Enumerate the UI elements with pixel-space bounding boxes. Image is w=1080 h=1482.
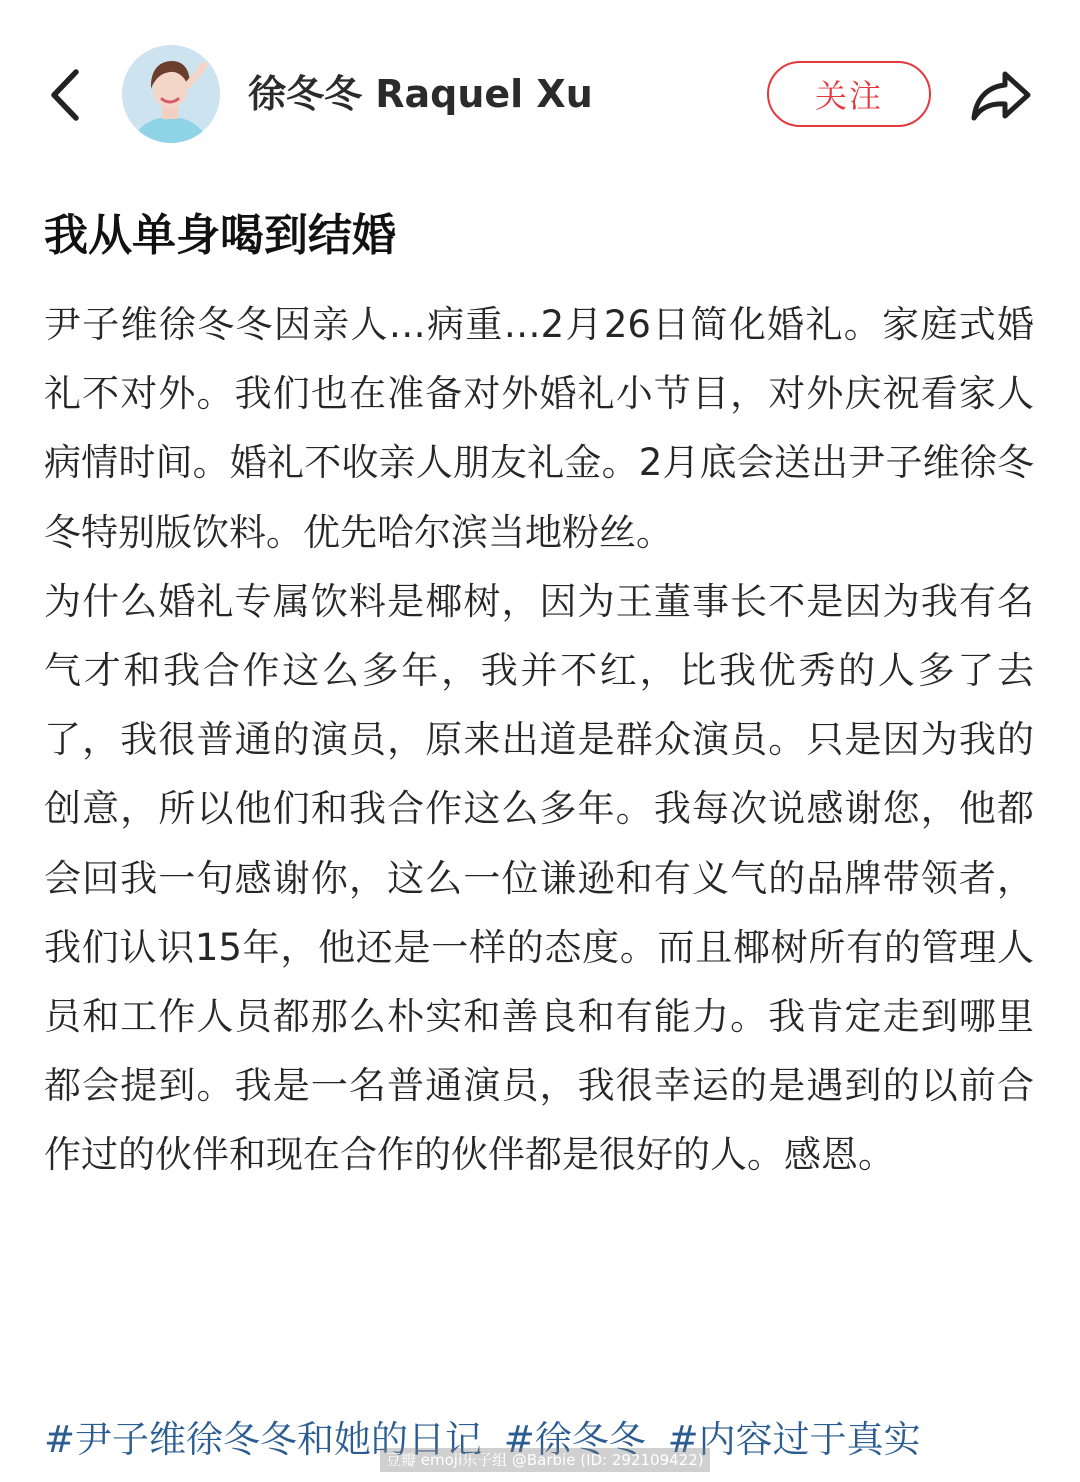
hashtag-link[interactable]: #尹子维徐冬冬和她的日记 bbox=[44, 1418, 483, 1461]
post-body bbox=[44, 290, 1034, 1190]
chevron-left-icon bbox=[40, 62, 100, 128]
hashtag-link[interactable]: #徐冬冬 bbox=[503, 1418, 646, 1461]
avatar-image bbox=[122, 45, 220, 143]
hashtag-link[interactable]: #内容过于真实 bbox=[667, 1418, 921, 1461]
follow-button[interactable]: 关注 bbox=[767, 61, 931, 127]
post-paragraph: 为什么婚礼专属饮料是椰树，因为王董事长不是因为我有名气才和我合作这么多年，我并不红，比我优秀的人多了去了，我很普通的演员，原来出道是群众演员。只是因为我的创意，所以他们和我合作这么多年。我每次说感谢您，他都会回我一句感谢你，这么一位谦逊和有义气的品牌带领者，我们认识15年，他还是一样的态度。而且椰树所有的管理人员和工作人员都那么朴实和善良和有能力。我肯定走到哪里都会提到。我是一名普通演员，我很幸运的是遇到的以前合作过的伙伴和现在合作的伙伴都是很好的人。感恩。 bbox=[44, 579, 1034, 1177]
share-button[interactable] bbox=[968, 62, 1034, 128]
watermark: 豆瓣 emoji乐子组 @Barbie (ID: 292109422) bbox=[380, 1448, 710, 1472]
share-arrow-icon bbox=[968, 62, 1034, 128]
avatar[interactable] bbox=[122, 45, 220, 143]
post-paragraph: 尹子维徐冬冬因亲人…病重…2月26日简化婚礼。家庭式婚礼不对外。我们也在准备对外婚礼小节目，对外庆祝看家人病情时间。婚礼不收亲人朋友礼金。2月底会送出尹子维徐冬冬特别版饮料。优先哈尔滨当地粉丝。 bbox=[44, 303, 1034, 554]
post-header bbox=[0, 0, 1080, 190]
back-button[interactable] bbox=[40, 62, 100, 128]
username[interactable]: 徐冬冬 Raquel Xu bbox=[248, 72, 593, 116]
post-title: 我从单身喝到结婚 bbox=[44, 210, 396, 261]
